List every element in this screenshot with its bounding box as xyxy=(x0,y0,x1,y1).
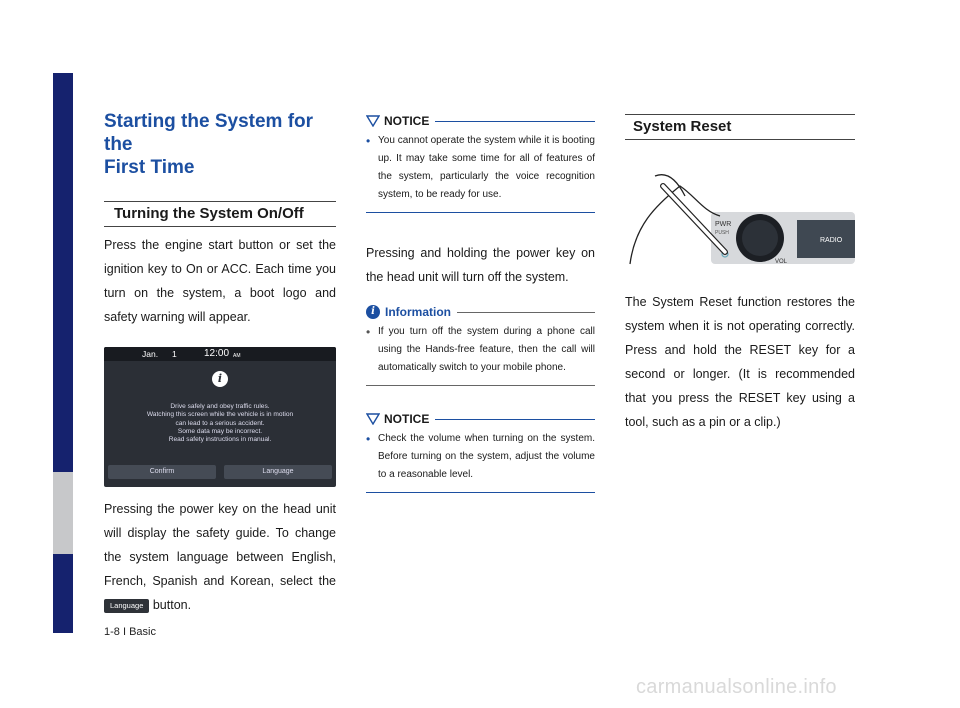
screen-day: 1 xyxy=(172,349,177,359)
info-icon: i xyxy=(212,371,228,387)
reset-paragraph: The System Reset function restores the system when it is not operating correctly. Press and hold the RESET key for a second or longer. (It is recommended that you press the RESET key using a tool, such as a pin or a clip.) xyxy=(625,295,855,429)
language-text-end: button. xyxy=(152,598,192,612)
safety-line: Watching this screen while the vehicle is in motion xyxy=(146,411,294,419)
safety-line: Read safety instructions in manual. xyxy=(168,436,272,444)
safety-message xyxy=(112,403,328,444)
notice-text: You cannot operate the system while it is booting up. It may take some time for all of features of the system, particularly the voice recognition system, to be ready for use. xyxy=(378,135,595,200)
notice-box-1 xyxy=(366,114,595,213)
bullet-icon: • xyxy=(366,325,371,339)
screen-time: 12:00 xyxy=(204,348,230,359)
title-line-2: First Time xyxy=(104,157,195,178)
language-inline-button: Language xyxy=(104,599,149,613)
safety-line: Drive safely and obey traffic rules. xyxy=(170,403,270,410)
power-off-paragraph: Pressing and holding the power key on the head unit will turn off the system. xyxy=(366,246,595,284)
language-paragraph xyxy=(104,497,336,617)
notice-label: NOTICE xyxy=(384,412,430,426)
title-line-1: Starting the System for the xyxy=(104,111,314,155)
reset-key-illustration xyxy=(625,166,855,276)
vol-label: VOL xyxy=(775,259,788,265)
information-text: If you turn off the system during a phone call using the Hands-free feature, then the call will automatically switch to your mobile phone. xyxy=(378,326,595,373)
screen-status-bar xyxy=(104,347,336,361)
screen-month: Jan. xyxy=(142,349,159,359)
page-footer: 1-8 I Basic xyxy=(104,626,156,638)
screen-ampm: AM xyxy=(233,353,241,359)
reset-title: System Reset xyxy=(625,114,855,140)
safety-line: can lead to a serious accident. xyxy=(175,419,265,427)
pwr-label: PWR xyxy=(715,221,732,228)
radio-label: RADIO xyxy=(820,237,843,244)
bullet-icon: • xyxy=(366,432,371,446)
safety-screen-image xyxy=(104,347,336,487)
notice-text: Check the volume when turning on the system. Before turning on the system, adjust the volume to a reasonable level. xyxy=(378,433,595,480)
section-title xyxy=(104,110,336,179)
push-label: PUSH xyxy=(715,230,729,236)
watermark: carmanualsonline.info xyxy=(636,676,837,698)
safety-line: Some data may be incorrect. xyxy=(177,427,263,435)
information-icon: i xyxy=(366,305,380,319)
chapter-tab-marker xyxy=(53,472,73,554)
information-label: Information xyxy=(385,305,451,319)
confirm-button[interactable]: Confirm xyxy=(108,465,216,479)
language-button[interactable]: Language xyxy=(224,465,332,479)
notice-warning-icon xyxy=(366,115,380,127)
bullet-icon: • xyxy=(366,134,371,148)
notice-warning-icon xyxy=(366,413,380,425)
notice-box-2 xyxy=(366,412,595,493)
information-box xyxy=(366,305,595,386)
notice-label: NOTICE xyxy=(384,114,430,128)
subsection-title: Turning the System On/Off xyxy=(104,201,336,227)
column-left xyxy=(104,110,336,617)
language-text: Pressing the power key on the head unit will display the safety guide. To change the system language between English, French, Spanish and Korean, select the xyxy=(104,502,336,588)
column-middle xyxy=(366,114,595,493)
column-right xyxy=(625,114,855,434)
intro-paragraph: Press the engine start button or set the ignition key to On or ACC. Each time you turn on the system, a boot logo and safety warning will appear. xyxy=(104,238,336,324)
